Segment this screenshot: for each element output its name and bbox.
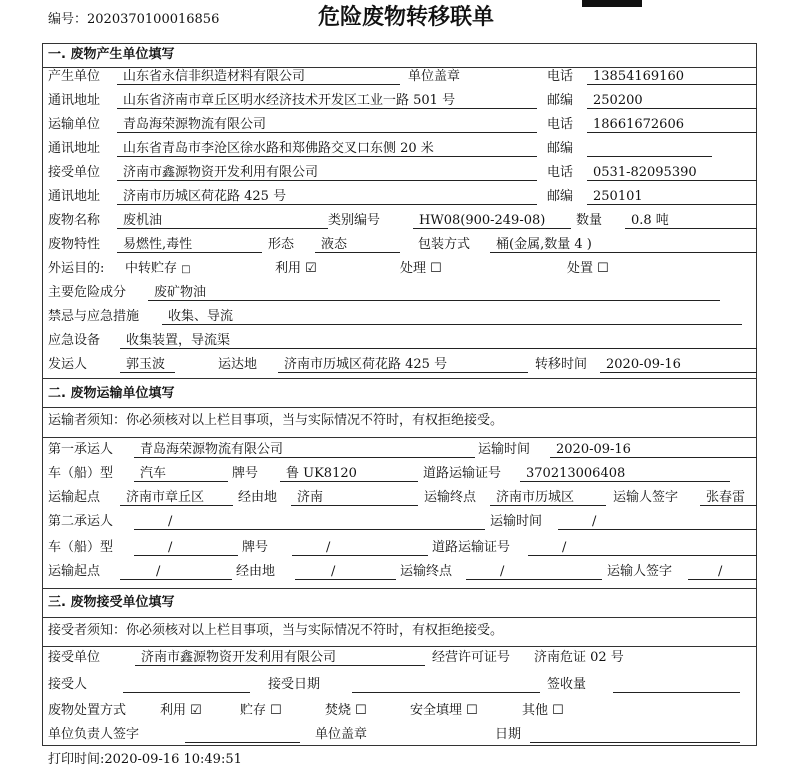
divider [42,588,757,589]
disposal-method-label: 废物处置方式 [48,703,127,718]
method-option[interactable] [240,703,282,719]
receiver-notice: 接受者须知：你必须核对以上栏目事项，当与实际情况不符时，有权拒绝接受。 [48,623,504,638]
option-label: 处理 [400,261,427,276]
print-time [48,752,242,768]
received-amount-label: 签收量 [547,677,587,692]
receiver-label: 接受单位 [48,165,101,180]
carrier2-start-field[interactable]: / [120,564,232,580]
divider [42,407,757,408]
zip-label: 邮编 [547,141,574,156]
checkbox-checked-icon[interactable]: ☑ [190,703,202,718]
receiver-phone-field[interactable]: 0531-82095390 [587,165,757,181]
seal-label: 单位盖章 [408,69,461,84]
print-time-label: 打印时间: [48,752,105,767]
carrier1-vehicle-field[interactable]: 汽车 [134,466,228,482]
producer-label: 产生单位 [48,69,101,84]
vehicle-label: 车（船）型 [48,466,114,481]
section-2-title: 二. 废物运输单位填写 [48,386,175,401]
permit-label: 道路运输证号 [423,466,502,481]
head-sign-label: 单位负责人签字 [48,727,140,742]
checkbox-icon[interactable]: □ [181,264,191,275]
section-1-title: 一. 废物产生单位填写 [48,47,175,62]
head-sign-field[interactable] [185,727,300,743]
start-label: 运输起点 [48,564,101,579]
license-label: 经营许可证号 [432,650,511,665]
date-label: 日期 [495,727,522,742]
property-label: 废物特性 [48,237,101,252]
receiver-person-label: 接受人 [48,677,88,692]
option-label: 安全填埋 [410,703,463,718]
serial-number [48,12,219,28]
option-label: 其他 [522,703,549,718]
carrier2-end-field[interactable]: / [466,564,602,580]
carrier1-label: 第一承运人 [48,442,114,457]
zip-label: 邮编 [547,189,574,204]
waste-name-field[interactable]: 废机油 [117,213,328,229]
carrier1-field[interactable]: 青岛海荣源物流有限公司 [134,442,475,458]
category-label: 类别编号 [328,213,381,228]
equipment-label: 应急设备 [48,333,101,348]
transfer-time-field[interactable]: 2020-09-16 [600,357,757,373]
divider [42,646,757,647]
sender-field[interactable]: 郭玉波 [120,357,175,373]
transfer-time-label: 转移时间 [535,357,588,372]
method-option[interactable] [410,703,478,719]
purpose-label: 外运目的: [48,261,105,276]
carrier1-end-field[interactable]: 济南市历城区 [490,490,606,506]
equipment-field[interactable]: 收集装置，导流渠 [120,333,757,349]
carrier2-field[interactable]: / [134,514,485,530]
page-title: 危险废物转移联单 [318,5,495,30]
sign-label: 运输人签字 [613,490,679,505]
producer-zip-field[interactable]: 250200 [587,93,757,109]
phone-label: 电话 [547,165,574,180]
packaging-field[interactable]: 桶(金属,数量 4 ) [490,237,757,253]
component-field[interactable]: 废矿物油 [148,285,720,301]
property-field[interactable]: 易燃性,毒性 [117,237,262,253]
carrier1-time-field[interactable]: 2020-09-16 [550,442,757,458]
transporter-label: 运输单位 [48,117,101,132]
checkbox-icon[interactable]: ☐ [270,703,282,718]
purpose-option[interactable] [275,261,317,277]
transport-time-label: 运输时间 [478,442,531,457]
destination-label: 运达地 [218,357,258,372]
qr-code [582,0,642,7]
serial-label: 编号： [48,12,88,27]
phone-label: 电话 [547,69,574,84]
divider [42,67,757,68]
form-field[interactable]: 液态 [315,237,400,253]
checkbox-icon[interactable]: ☐ [430,261,442,276]
purpose-option[interactable] [567,261,609,277]
category-field[interactable]: HW08(900-249-08) [413,213,571,229]
via-label: 经由地 [236,564,276,579]
receive-date-label: 接受日期 [268,677,321,692]
plate-label: 牌号 [232,466,259,481]
component-label: 主要危险成分 [48,285,127,300]
license-field[interactable]: 济南危证 02 号 [534,650,624,665]
receiver-zip-field[interactable]: 250101 [587,189,757,205]
divider [42,378,757,379]
sender-label: 发运人 [48,357,88,372]
start-label: 运输起点 [48,490,101,505]
option-label: 焚烧 [325,703,352,718]
method-option[interactable] [522,703,564,719]
carrier1-start-field[interactable]: 济南市章丘区 [120,490,233,506]
receiver-address-field[interactable]: 济南市历城区荷花路 425 号 [117,189,537,205]
taboo-label: 禁忌与应急措施 [48,309,140,324]
option-label: 处置 [567,261,594,276]
destination-field[interactable]: 济南市历城区荷花路 425 号 [278,357,528,373]
transport-time-label: 运输时间 [490,514,543,529]
method-option[interactable] [325,703,367,719]
quantity-field[interactable]: 0.8 吨 [625,213,757,229]
form-label: 形态 [268,237,295,252]
receive-date-field[interactable] [352,677,540,693]
received-amount-field[interactable] [613,677,740,693]
method-option[interactable] [160,703,202,719]
sign-label: 运输人签字 [607,564,673,579]
carrier1-via-field[interactable]: 济南 [291,490,418,506]
transporter-phone-field[interactable]: 18661672606 [587,117,757,133]
address-label: 通讯地址 [48,141,101,156]
packaging-label: 包装方式 [418,237,471,252]
date-field[interactable] [530,727,740,743]
checkbox-icon[interactable]: ☐ [355,703,367,718]
print-time-value: 2020-09-16 10:49:51 [104,752,242,767]
carrier2-sign-field[interactable]: / [688,564,757,580]
transporter-zip-field[interactable] [587,141,712,157]
end-label: 运输终点 [400,564,453,579]
checkbox-checked-icon[interactable]: ☑ [305,261,317,276]
receiving-unit-field[interactable]: 济南市鑫源物资开发利用有限公司 [135,650,425,666]
address-label: 通讯地址 [48,93,101,108]
divider [42,437,757,438]
quantity-label: 数量 [576,213,603,228]
via-label: 经由地 [238,490,278,505]
section-3-title: 三. 废物接受单位填写 [48,595,175,610]
carrier1-sign-field[interactable]: 张春雷 [700,490,757,506]
carrier2-vehicle-field[interactable]: / [134,540,238,556]
option-label: 利用 [160,703,187,718]
divider [42,617,757,618]
transporter-field[interactable]: 青岛海荣源物流有限公司 [117,117,537,133]
waste-name-label: 废物名称 [48,213,101,228]
receiver-person-field[interactable] [123,677,250,693]
end-label: 运输终点 [424,490,477,505]
checkbox-icon[interactable]: ☐ [552,703,564,718]
checkbox-icon[interactable]: ☐ [466,703,478,718]
carrier2-via-field[interactable]: / [295,564,396,580]
vehicle-label: 车（船）型 [48,540,114,555]
carrier2-time-field[interactable]: / [558,514,757,530]
option-label: 贮存 [240,703,267,718]
purpose-option[interactable] [125,261,191,278]
producer-field[interactable]: 山东省永信非织造材料有限公司 [117,69,400,85]
zip-label: 邮编 [547,93,574,108]
option-label: 中转贮存 [125,261,178,276]
option-label: 利用 [275,261,302,276]
producer-phone-field[interactable]: 13854169160 [587,69,757,85]
carrier2-label: 第二承运人 [48,514,114,529]
carrier2-plate-field[interactable]: / [292,540,428,556]
checkbox-icon[interactable]: ☐ [597,261,609,276]
phone-label: 电话 [547,117,574,132]
carrier1-plate-field[interactable]: 鲁 UK8120 [280,466,418,482]
purpose-option[interactable] [400,261,442,277]
serial-value: 2020370100016856 [87,12,220,27]
carrier2-permit-field[interactable]: / [528,540,757,556]
receiving-unit-label: 接受单位 [48,650,101,665]
producer-address-field[interactable]: 山东省济南市章丘区明水经济技术开发区工业一路 501 号 [117,93,537,109]
carrier1-permit-field[interactable]: 370213006408 [520,466,730,482]
receiver-field[interactable]: 济南市鑫源物资开发利用有限公司 [117,165,537,181]
seal-label: 单位盖章 [315,727,368,742]
transporter-notice: 运输者须知：你必须核对以上栏目事项，当与实际情况不符时，有权拒绝接受。 [48,413,504,428]
address-label: 通讯地址 [48,189,101,204]
plate-label: 牌号 [242,540,269,555]
transporter-address-field[interactable]: 山东省青岛市李沧区徐水路和郑佛路交叉口东侧 20 米 [117,141,537,157]
permit-label: 道路运输证号 [432,540,511,555]
taboo-field[interactable]: 收集、导流 [162,309,742,325]
